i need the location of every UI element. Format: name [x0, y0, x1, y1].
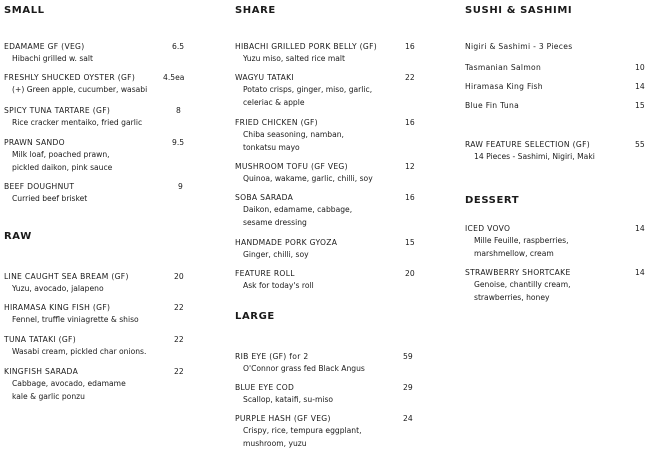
menu-item-name: FRIED CHICKEN (GF)	[235, 118, 318, 127]
menu-item	[4, 181, 200, 206]
menu-item-price: 15	[635, 101, 645, 110]
menu-item	[465, 41, 650, 52]
menu-item-price: 14	[635, 224, 645, 233]
menu-item	[235, 237, 430, 262]
menu-item-name: Nigiri & Sashimi - 3 Pieces	[465, 42, 573, 51]
menu-item-price: 16	[405, 193, 415, 202]
menu-item	[465, 62, 650, 73]
menu-item-name: BLUE EYE COD	[235, 383, 295, 392]
menu-item-name: HIRAMASA KING FISH (GF)	[4, 303, 111, 312]
menu-item	[465, 223, 650, 260]
section-heading-raw: RAW	[4, 231, 32, 242]
menu-item	[465, 81, 650, 92]
menu-item-description: Genoise, chantilly cream, strawberries, honey	[474, 280, 571, 302]
menu-item-name: HIBACHI GRILLED PORK BELLY (GF)	[235, 42, 378, 51]
section-heading-sushi-sashimi: SUSHI & SASHIMI	[465, 5, 573, 16]
menu-item-name: HANDMADE PORK GYOZA	[235, 238, 338, 247]
menu-item-description: Cabbage, avocado, edamame kale & garlic ponzu	[12, 379, 126, 401]
menu-item	[4, 334, 200, 359]
menu-item	[465, 267, 650, 304]
menu-item-price: 16	[405, 42, 415, 51]
menu-item-price: 24	[403, 414, 413, 423]
menu-item-price: 22	[174, 335, 184, 344]
menu-item	[235, 382, 430, 407]
menu-item-price: 16	[405, 118, 415, 127]
menu-item	[235, 351, 430, 376]
menu-item-name: Blue Fin Tuna	[465, 101, 520, 110]
menu-item-price: 12	[405, 162, 415, 171]
menu-item-name: ICED VOVO	[465, 224, 511, 233]
menu-item	[4, 72, 200, 97]
menu-item	[235, 117, 430, 154]
menu-item-name: Hiramasa King Fish	[465, 82, 543, 91]
menu-item-description: 14 Pieces - Sashimi, Nigiri, Maki	[474, 152, 595, 161]
menu-item-price: 20	[405, 269, 415, 278]
menu-item-name: KINGFISH SARADA	[4, 367, 79, 376]
menu-item-name: RIB EYE (GF) for 2	[235, 352, 309, 361]
menu-item-price: 22	[174, 367, 184, 376]
menu-item-description: Mille Feuille, raspberries, marshmellow, cream	[474, 236, 569, 258]
menu-item-name: PURPLE HASH (GF VEG)	[235, 414, 331, 423]
menu-item-name: PRAWN SANDO	[4, 138, 65, 147]
menu-column-right	[460, 0, 650, 463]
menu-item-price: 22	[405, 73, 415, 82]
menu-item-description: Ginger, chilli, soy	[243, 250, 309, 259]
menu-item-name: STRAWBERRY SHORTCAKE	[465, 268, 571, 277]
section-heading-share: SHARE	[235, 5, 276, 16]
menu-item-description: Quinoa, wakame, garlic, chilli, soy	[243, 174, 373, 183]
menu-item-description: Ask for today's roll	[243, 281, 314, 290]
menu-item	[235, 268, 430, 293]
menu-item-price: 4.5ea	[163, 73, 185, 82]
menu-column-left	[0, 0, 200, 463]
menu-item	[235, 72, 430, 109]
menu-item-price: 15	[405, 238, 415, 247]
section-heading-large: LARGE	[235, 311, 275, 322]
menu-item-name: FEATURE ROLL	[235, 269, 295, 278]
menu-item-name: BEEF DOUGHNUT	[4, 182, 75, 191]
section-heading-dessert: DESSERT	[465, 195, 520, 206]
menu-item	[465, 139, 650, 164]
menu-item-description: Daikon, edamame, cabbage, sesame dressing	[243, 205, 353, 227]
menu-item	[4, 366, 200, 403]
menu-item-name: LINE CAUGHT SEA BREAM (GF)	[4, 272, 129, 281]
menu-item-price: 14	[635, 268, 645, 277]
menu-item	[4, 137, 200, 174]
menu-item-price: 9	[178, 182, 183, 191]
menu-item-price: 9.5	[172, 138, 185, 147]
menu-item-name: FRESHLY SHUCKED OYSTER (GF)	[4, 73, 136, 82]
menu-item	[235, 41, 430, 66]
menu-item	[235, 413, 430, 450]
menu-item	[4, 302, 200, 327]
menu-item-name: RAW FEATURE SELECTION (GF)	[465, 140, 591, 149]
menu-item-description: Hibachi grilled w. salt	[12, 54, 94, 63]
menu-item	[235, 161, 430, 186]
menu-item-description: Scallop, kataifi, su-miso	[243, 395, 334, 404]
menu-item-description: Yuzu miso, salted rice malt	[243, 54, 345, 63]
section-heading-small: SMALL	[4, 5, 45, 16]
menu-item-name: TUNA TATAKI (GF)	[4, 335, 76, 344]
menu-item-description: Chiba seasoning, namban, tonkatsu mayo	[243, 130, 344, 152]
menu-item-description: Yuzu, avocado, jalapeno	[12, 284, 104, 293]
menu-item-price: 20	[174, 272, 184, 281]
menu-item-description: Curried beef brisket	[12, 194, 88, 203]
menu-item	[4, 105, 200, 130]
menu-item-name: WAGYU TATAKI	[235, 73, 294, 82]
menu-item-price: 8	[176, 106, 181, 115]
menu-item-description: Fennel, truffle viniagrette & shiso	[12, 315, 139, 324]
menu-item-description: (+) Green apple, cucumber, wasabi	[12, 85, 148, 94]
menu-column-middle	[230, 0, 430, 463]
menu-item-name: MUSHROOM TOFU (GF VEG)	[235, 162, 348, 171]
menu-item-description: Milk loaf, poached prawn, pickled daikon, pink sauce	[12, 150, 113, 172]
menu-item-description: O'Connor grass fed Black Angus	[243, 364, 365, 373]
menu-item-description: Rice cracker mentaiko, fried garlic	[12, 118, 143, 127]
menu-item-price: 29	[403, 383, 413, 392]
menu-item	[4, 271, 200, 296]
menu-item-name: SPICY TUNA TARTARE (GF)	[4, 106, 111, 115]
menu-item	[4, 41, 200, 66]
menu-item-price: 6.5	[172, 42, 185, 51]
menu-item-name: EDAMAME GF (VEG)	[4, 42, 85, 51]
menu-item-price: 55	[635, 140, 645, 149]
menu-item	[465, 100, 650, 111]
menu-item-name: Tasmanian Salmon	[465, 63, 542, 72]
menu-item-name: SOBA SARADA	[235, 193, 294, 202]
menu-item-description: Potato crisps, ginger, miso, garlic, celeriac & apple	[243, 85, 373, 107]
menu-item-price: 14	[635, 82, 645, 91]
menu-item-description: Crispy, rice, tempura eggplant, mushroom, yuzu	[243, 426, 362, 448]
menu-item-price: 22	[174, 303, 184, 312]
menu-item-price: 59	[403, 352, 413, 361]
menu-item-description: Wasabi cream, pickled char onions.	[12, 347, 147, 356]
menu-item-price: 10	[635, 63, 645, 72]
menu-item	[235, 192, 430, 229]
